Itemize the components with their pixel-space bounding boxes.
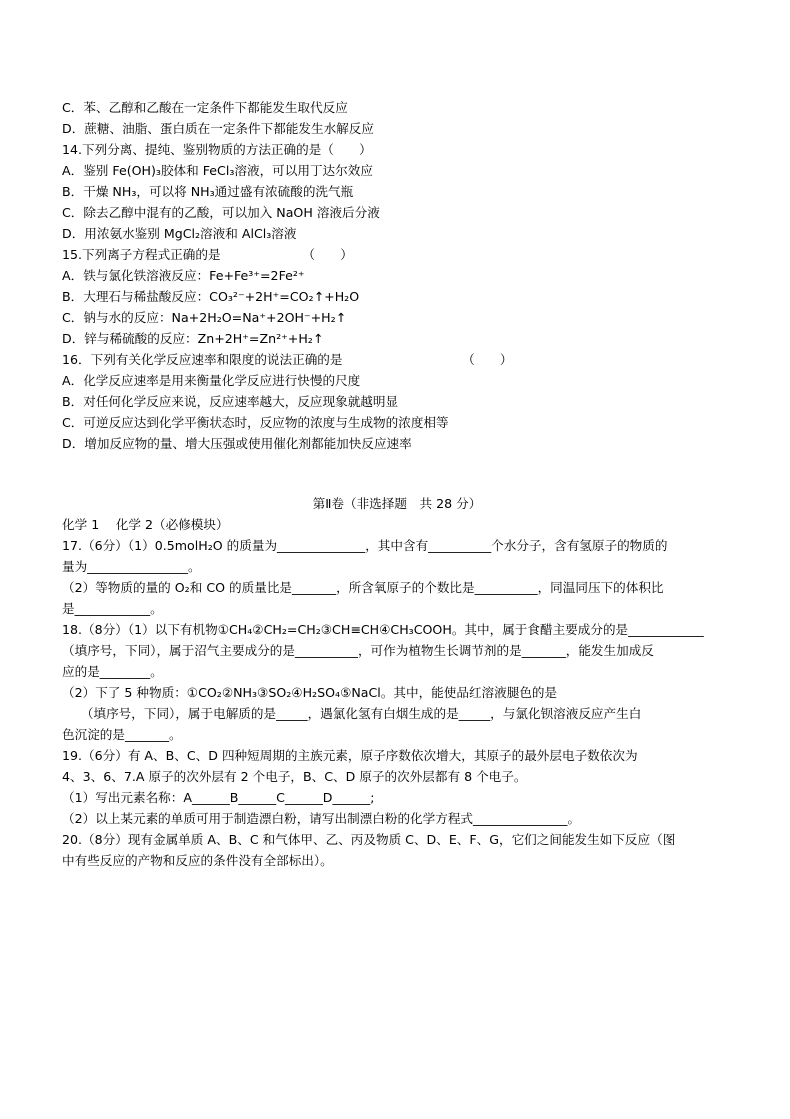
text-line: （填序号，下同），属于沼气主要成分的是__________，可作为植物生长调节剂的是_______，能发生加成反	[62, 643, 654, 658]
text-line: A．鉴别 Fe(OH)₃胶体和 FeCl₃溶液，可以用丁达尔效应	[62, 163, 373, 178]
text-line: D．用浓氨水鉴别 MgCl₂溶液和 AlCl₃溶液	[62, 226, 297, 241]
text-line: A．铁与氯化铁溶液反应：Fe+Fe³⁺=2Fe²⁺	[62, 268, 305, 283]
exam-page	[62, 97, 732, 871]
text-line: 19.（6分）有 A、B、C、D 四种短周期的主族元素，原子序数依次增大，其原子的最外层电子数依次为	[62, 748, 638, 763]
text-line: C．钠与水的反应：Na+2H₂O=Na⁺+2OH⁻+H₂↑	[62, 310, 347, 325]
text-line: （2）以上某元素的单质可用于制造漂白粉，请写出制漂白粉的化学方程式_______________。	[62, 811, 581, 826]
text-line: B．干燥 NH₃，可以将 NH₃通过盛有浓硫酸的洗气瓶	[62, 184, 354, 199]
text-line: D．蔗糖、油脂、蛋白质在一定条件下都能发生水解反应	[62, 121, 374, 136]
text-line: C．除去乙醇中混有的乙酸，可以加入 NaOH 溶液后分液	[62, 205, 380, 220]
text-line: 17.（6分）（1）0.5molH₂O 的质量为______________，其中含有__________个水分子，含有氢原子的物质的	[62, 538, 668, 553]
non-choice-questions	[62, 514, 732, 871]
text-line: C．可逆反应达到化学平衡状态时，反应物的浓度与生成物的浓度相等	[62, 415, 449, 430]
text-line: C．苯、乙醇和乙酸在一定条件下都能发生取代反应	[62, 100, 348, 115]
text-line: D．锌与稀硫酸的反应：Zn+2H⁺=Zn²⁺+H₂↑	[62, 331, 324, 346]
text-line: 4、3、6、7.A 原子的次外层有 2 个电子，B、C、D 原子的次外层都有 8 个电子。	[62, 769, 527, 784]
text-line: 量为________________。	[62, 559, 201, 574]
text-line: B．对任何化学反应来说，反应速率越大，反应现象就越明显	[62, 394, 399, 409]
text-line: 18.（8分）（1）以下有机物①CH₄②CH₂=CH₂③CH≡CH④CH₃COOH。其中，属于食醋主要成分的是____________	[62, 622, 704, 637]
text-line: 是____________。	[62, 601, 163, 616]
text-line: （填序号，下同），属于电解质的是_____，遇氯化氢有白烟生成的是_____，与氯化钡溶液反应产生白	[62, 706, 642, 721]
text-line: D．增加反应物的量、增大压强或使用催化剂都能加快反应速率	[62, 436, 412, 451]
text-line: （2）等物质的量的 O₂和 CO 的质量比是_______，所含氧原子的个数比是__________，同温同压下的体积比	[62, 580, 664, 595]
text-line: 化学 1 化学 2（必修模块）	[62, 517, 229, 532]
text-line: A．化学反应速率是用来衡量化学反应进行快慢的尺度	[62, 373, 361, 388]
text-line: 20.（8分）现有金属单质 A、B、C 和气体甲、乙、丙及物质 C、D、E、F、G，它们之间能发生如下反应（图	[62, 832, 676, 847]
text-line: B．大理石与稀盐酸反应：CO₃²⁻+2H⁺=CO₂↑+H₂O	[62, 289, 360, 304]
text-line: （1）写出元素名称：A______B______C______D______;	[62, 790, 375, 805]
text-line: 14.下列分离、提纯、鉴别物质的方法正确的是（ ）	[62, 142, 372, 157]
section-title: 第Ⅱ卷（非选择题 共 28 分）	[312, 496, 482, 511]
multiple-choice-questions	[62, 97, 732, 454]
text-line: 应的是________。	[62, 664, 163, 679]
text-line: 中有些反应的产物和反应的条件没有全部标出）。	[62, 853, 333, 868]
text-line: 16．下列有关化学反应速率和限度的说法正确的是 （ ）	[62, 352, 513, 367]
text-line: （2）下了 5 种物质：①CO₂②NH₃③SO₂④H₂SO₄⑤NaCl。其中，能使品红溶液腿色的是	[62, 685, 558, 700]
text-line: 色沉淀的是_______。	[62, 727, 182, 742]
spacer	[62, 454, 732, 493]
text-line: 15.下列离子方程式正确的是 （ ）	[62, 247, 353, 262]
